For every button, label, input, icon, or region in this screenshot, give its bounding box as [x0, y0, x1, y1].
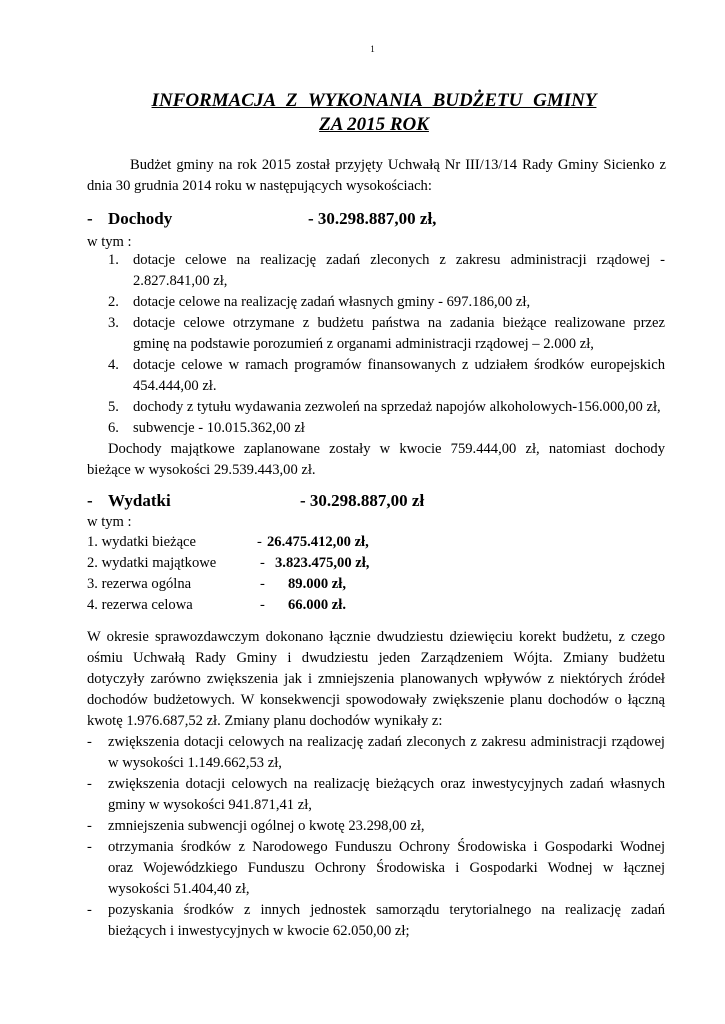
bullet-line: oraz Wojewódzkiego Funduszu Ochrony Środowiska i Gospodarki Wodnej w łącznej — [108, 860, 665, 876]
income-item-number: 3. — [108, 315, 119, 331]
income-item-number: 2. — [108, 294, 119, 310]
expenses-heading: Wydatki — [108, 491, 171, 510]
expenses-total: - 30.298.887,00 zł — [300, 491, 425, 510]
page-number: 1 — [370, 44, 375, 54]
income-item-line: dotacje celowe otrzymane z budżetu państwa na zadania bieżące realizowane przez — [133, 315, 665, 331]
corrections-line: dotyczyły zarówno zwiększenia jak i zmniejszenia planowanych wpływów z niektórych źródeł — [87, 671, 665, 687]
income-item-number: 6. — [108, 420, 119, 436]
expense-item-dash: - — [257, 534, 262, 550]
bullet-line: zmniejszenia subwencji ogólnej o kwotę 23.298,00 zł, — [108, 818, 425, 834]
expense-item-label: 2. wydatki majątkowe — [87, 555, 217, 571]
bullet-dash: - — [87, 839, 92, 855]
bullet-line: zwiększenia dotacji celowych na realizację bieżących oraz inwestycyjnych zadań własnych — [108, 776, 665, 792]
income-item-line: 2.827.841,00 zł, — [133, 273, 228, 289]
intro-line-2: dnia 30 grudnia 2014 roku w następujących wysokościach: — [87, 178, 432, 194]
income-total: - 30.298.887,00 zł, — [308, 209, 437, 228]
income-summary-line-2: bieżące w wysokości 29.539.443,00 zł. — [87, 462, 316, 478]
income-item-line: dotacje celowe na realizację zadań zleconych z zakresu administracji rządowej - — [133, 252, 665, 268]
expense-item-value: 3.823.475,00 zł, — [275, 555, 370, 571]
intro-line-1: Budżet gminy na rok 2015 został przyjęty Uchwałą Nr III/13/14 Rady Gminy Sicienko z — [130, 157, 666, 173]
income-item-number: 5. — [108, 399, 119, 415]
bullet-line: w wysokości 1.149.662,53 zł, — [108, 755, 282, 771]
income-item-number: 1. — [108, 252, 119, 268]
income-item-number: 4. — [108, 357, 119, 373]
document-subtitle: ZA 2015 ROK — [319, 114, 429, 135]
expense-item-label: 3. rezerwa ogólna — [87, 576, 192, 592]
expenses-dash: - — [87, 491, 93, 510]
bullet-dash: - — [87, 902, 92, 918]
corrections-line: W okresie sprawozdawczym dokonano łącznie dwudziestu dziewięciu korekt budżetu, z czego — [87, 629, 665, 645]
income-item-line: dotacje celowe w ramach programów finansowanych z udziałem środków europejskich — [133, 357, 665, 373]
expense-item-label: 4. rezerwa celowa — [87, 597, 193, 613]
corrections-line: kwotę 1.976.687,52 zł. Zmiany planu dochodów wynikały z: — [87, 713, 443, 729]
corrections-line: dochodów budżetowych. W konsekwencji spowodowały zwiększenie planu dochodów o łączną — [87, 692, 665, 708]
expense-item-value: 89.000 zł, — [288, 576, 346, 592]
bullet-line: bieżących i inwestycyjnych w kwocie 62.050,00 zł; — [108, 923, 410, 939]
income-dash: - — [87, 209, 93, 228]
income-item-line: 454.444,00 zł. — [133, 378, 217, 394]
document-title: INFORMACJA Z WYKONANIA BUDŻETU GMINY — [151, 90, 597, 111]
bullet-line: otrzymania środków z Narodowego Funduszu Ochrony Środowiska i Gospodarki Wodnej — [108, 839, 665, 855]
bullet-line: zwiększenia dotacji celowych na realizację zadań zleconych z zakresu administracji rządowej — [108, 734, 665, 750]
bullet-line: pozyskania środków z innych jednostek samorządu terytorialnego na realizację zadań — [108, 902, 665, 918]
expense-item-value: 66.000 zł. — [288, 597, 346, 613]
income-item-line: dochody z tytułu wydawania zezwoleń na sprzedaż napojów alkoholowych-156.000,00 zł, — [133, 399, 661, 415]
income-item-line: subwencje - 10.015.362,00 zł — [133, 420, 305, 436]
income-summary-line-1: Dochody majątkowe zaplanowane zostały w kwocie 759.444,00 zł, natomiast dochody — [108, 441, 665, 457]
expense-item-label: 1. wydatki bieżące — [87, 534, 196, 550]
expense-item-dash: - — [260, 576, 265, 592]
income-heading: Dochody — [108, 209, 173, 228]
corrections-line: ośmiu Uchwałą Rady Gminy i dwudziestu jeden Zarządzeniem Wójta. Zmiany budżetu — [87, 650, 665, 666]
expense-item-dash: - — [260, 597, 265, 613]
expense-item-value: 26.475.412,00 zł, — [267, 534, 369, 550]
bullet-line: wysokości 51.404,40 zł, — [108, 881, 250, 897]
bullet-dash: - — [87, 818, 92, 834]
expenses-in-which: w tym : — [87, 514, 132, 530]
bullet-line: gminy w wysokości 941.871,41 zł, — [108, 797, 312, 813]
expense-item-dash: - — [260, 555, 265, 571]
bullet-dash: - — [87, 776, 92, 792]
income-in-which: w tym : — [87, 234, 132, 250]
bullet-dash: - — [87, 734, 92, 750]
income-item-line: dotacje celowe na realizację zadań własnych gminy - 697.186,00 zł, — [133, 294, 531, 310]
income-item-line: gminę na podstawie porozumień z organami administracji rządowej – 2.000 zł, — [133, 336, 594, 352]
